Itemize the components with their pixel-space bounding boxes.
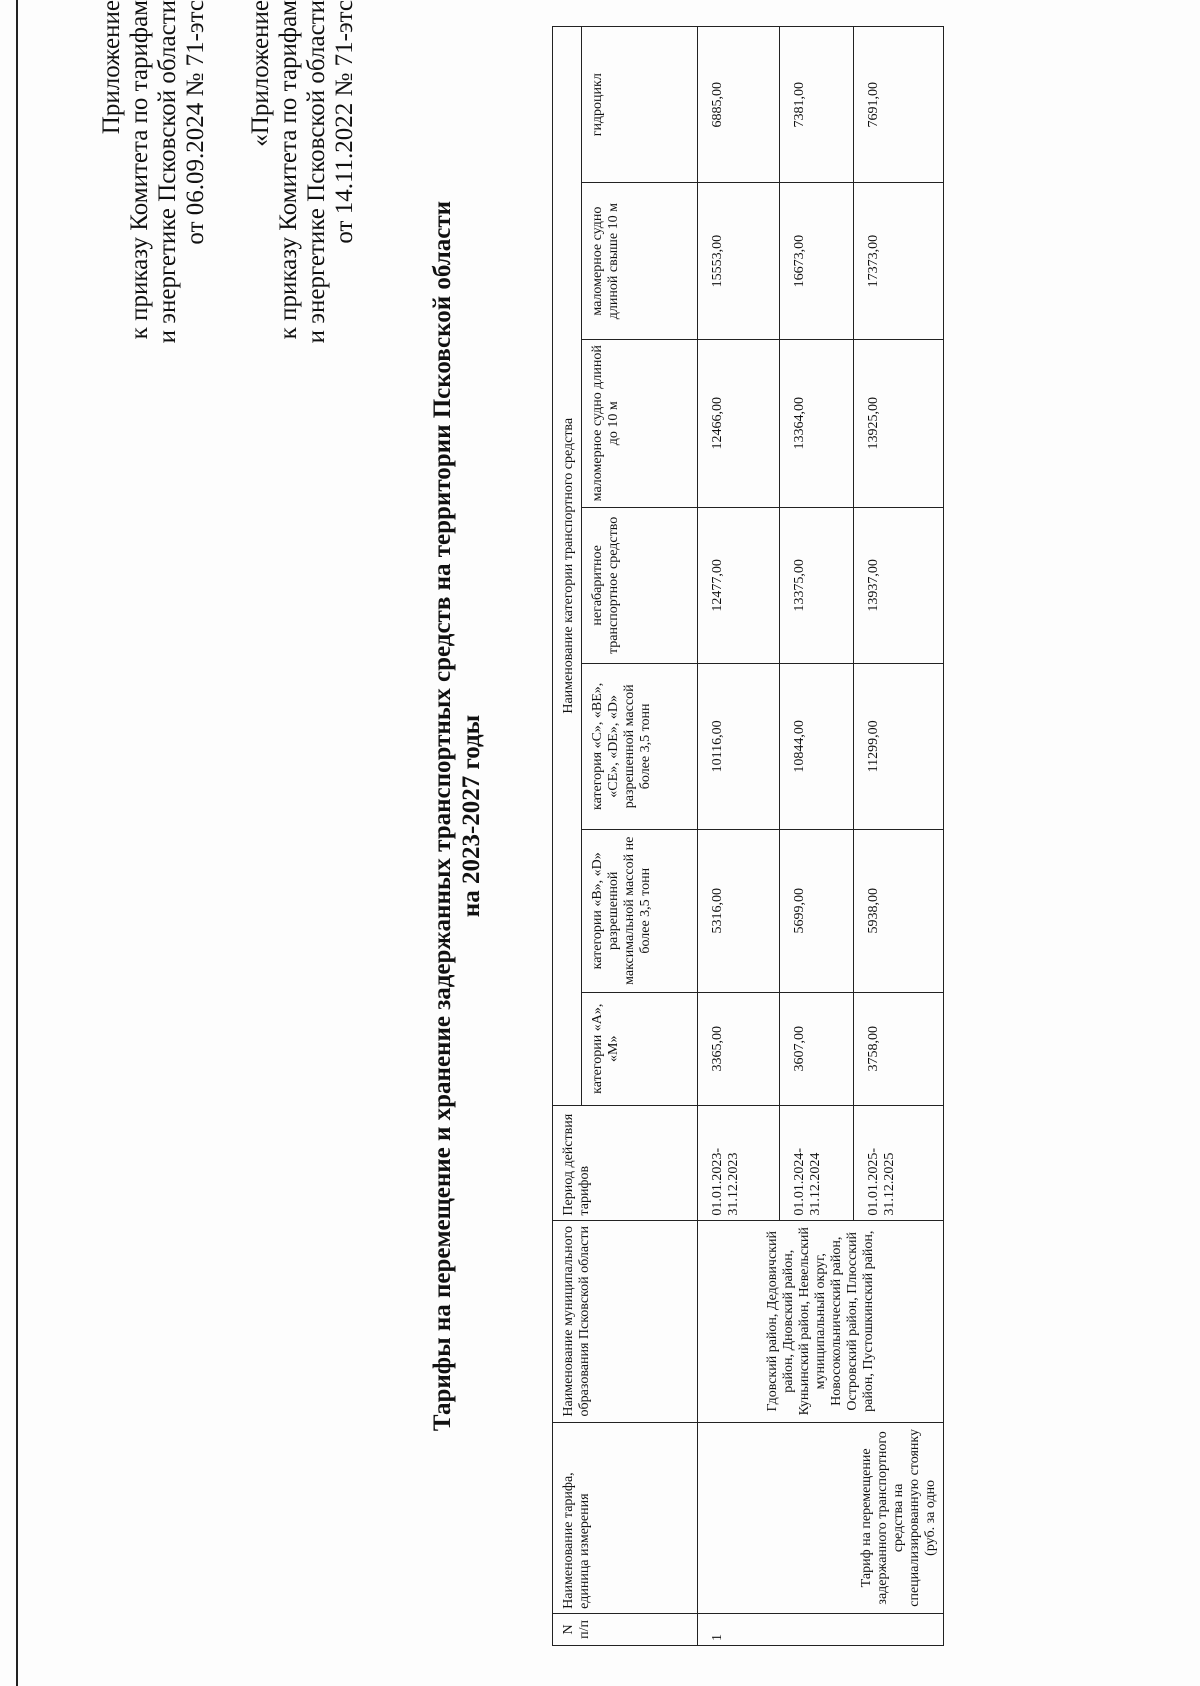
header-category: маломерное судно длиной свыше 10 м <box>582 183 698 339</box>
header-tariff-name: Наименование тарифа, единица измерения <box>553 1422 698 1613</box>
title-line: Тарифы на перемещение и хранение задержанных транспортных средств на территории Псковской области <box>429 200 456 1432</box>
period-cell: 01.01.2025-31.12.2025 <box>854 1105 944 1220</box>
appendix-line: от 06.09.2024 № 71-этс <box>182 0 209 245</box>
header-category: гидроцикл <box>582 27 698 183</box>
value-cell: 3607,00 <box>780 992 854 1105</box>
table-row <box>698 27 780 1646</box>
value-cell: 3758,00 <box>854 992 944 1105</box>
tariff-name: Тариф на перемещение задержанного транспортного средства на специализированную стоянку (руб. за одно <box>698 1422 944 1613</box>
value-cell: 17373,00 <box>854 183 944 339</box>
header-no: N п/п <box>553 1613 698 1645</box>
period-cell: 01.01.2023-31.12.2023 <box>698 1105 780 1220</box>
appendix-line: и энергетике Псковской области <box>154 0 181 344</box>
value-cell: 5938,00 <box>854 829 944 992</box>
value-cell: 6885,00 <box>698 27 780 183</box>
value-cell: 15553,00 <box>698 183 780 339</box>
value-cell: 10844,00 <box>780 664 854 830</box>
value-cell: 7381,00 <box>780 27 854 183</box>
document-title <box>428 56 486 1576</box>
header-row <box>553 27 582 1646</box>
value-cell: 12466,00 <box>698 339 780 507</box>
value-cell: 5316,00 <box>698 829 780 992</box>
appendix-line: к приказу Комитета по тарифам <box>275 0 302 340</box>
title-line: на 2023-2027 годы <box>458 714 485 918</box>
header-period: Период действия тарифов <box>553 1105 698 1220</box>
header-category: категории «А», «М» <box>582 992 698 1105</box>
value-cell: 7691,00 <box>854 27 944 183</box>
value-cell: 12477,00 <box>698 507 780 663</box>
value-cell: 13364,00 <box>780 339 854 507</box>
header-category: категория «С», «ВЕ», «СЕ», «DE», «D» разрешенной массой более 3,5 тонн <box>582 664 698 830</box>
header-category: категории «В», «D» разрешенной максимальной массой не более 3,5 тонн <box>582 829 698 992</box>
period-cell: 01.01.2024-31.12.2024 <box>780 1105 854 1220</box>
header-municipality: Наименование муниципального образования Псковской области <box>553 1220 698 1422</box>
value-cell: 11299,00 <box>854 664 944 830</box>
appendix-line: от 14.11.2022 № 71-этс <box>331 0 358 244</box>
municipality-list: Гдовский район, Дедовичский район, Дновский район, Куньинский район, Невельский муниципальный округ, Новосокольнический район, Островский район, Плюсский район, Пустошкинский район, <box>698 1220 944 1422</box>
appendix-original <box>247 0 359 560</box>
value-cell: 16673,00 <box>780 183 854 339</box>
appendix-current <box>98 0 210 560</box>
value-cell: 13937,00 <box>854 507 944 663</box>
tariff-table <box>552 26 944 1646</box>
appendix-line: к приказу Комитета по тарифам <box>126 0 153 340</box>
value-cell: 5699,00 <box>780 829 854 992</box>
appendix-line: Приложение <box>98 0 125 135</box>
header-category: негабаритное транспортное средство <box>582 507 698 663</box>
header-category: маломерное судно длиной до 10 м <box>582 339 698 507</box>
header-category-group: Наименование категории транспортного средства <box>553 27 582 1106</box>
value-cell: 3365,00 <box>698 992 780 1105</box>
appendix-line: «Приложение <box>247 0 274 147</box>
value-cell: 10116,00 <box>698 664 780 830</box>
row-number: 1 <box>698 1613 944 1645</box>
value-cell: 13375,00 <box>780 507 854 663</box>
appendix-line: и энергетике Псковской области <box>303 0 330 344</box>
value-cell: 13925,00 <box>854 339 944 507</box>
